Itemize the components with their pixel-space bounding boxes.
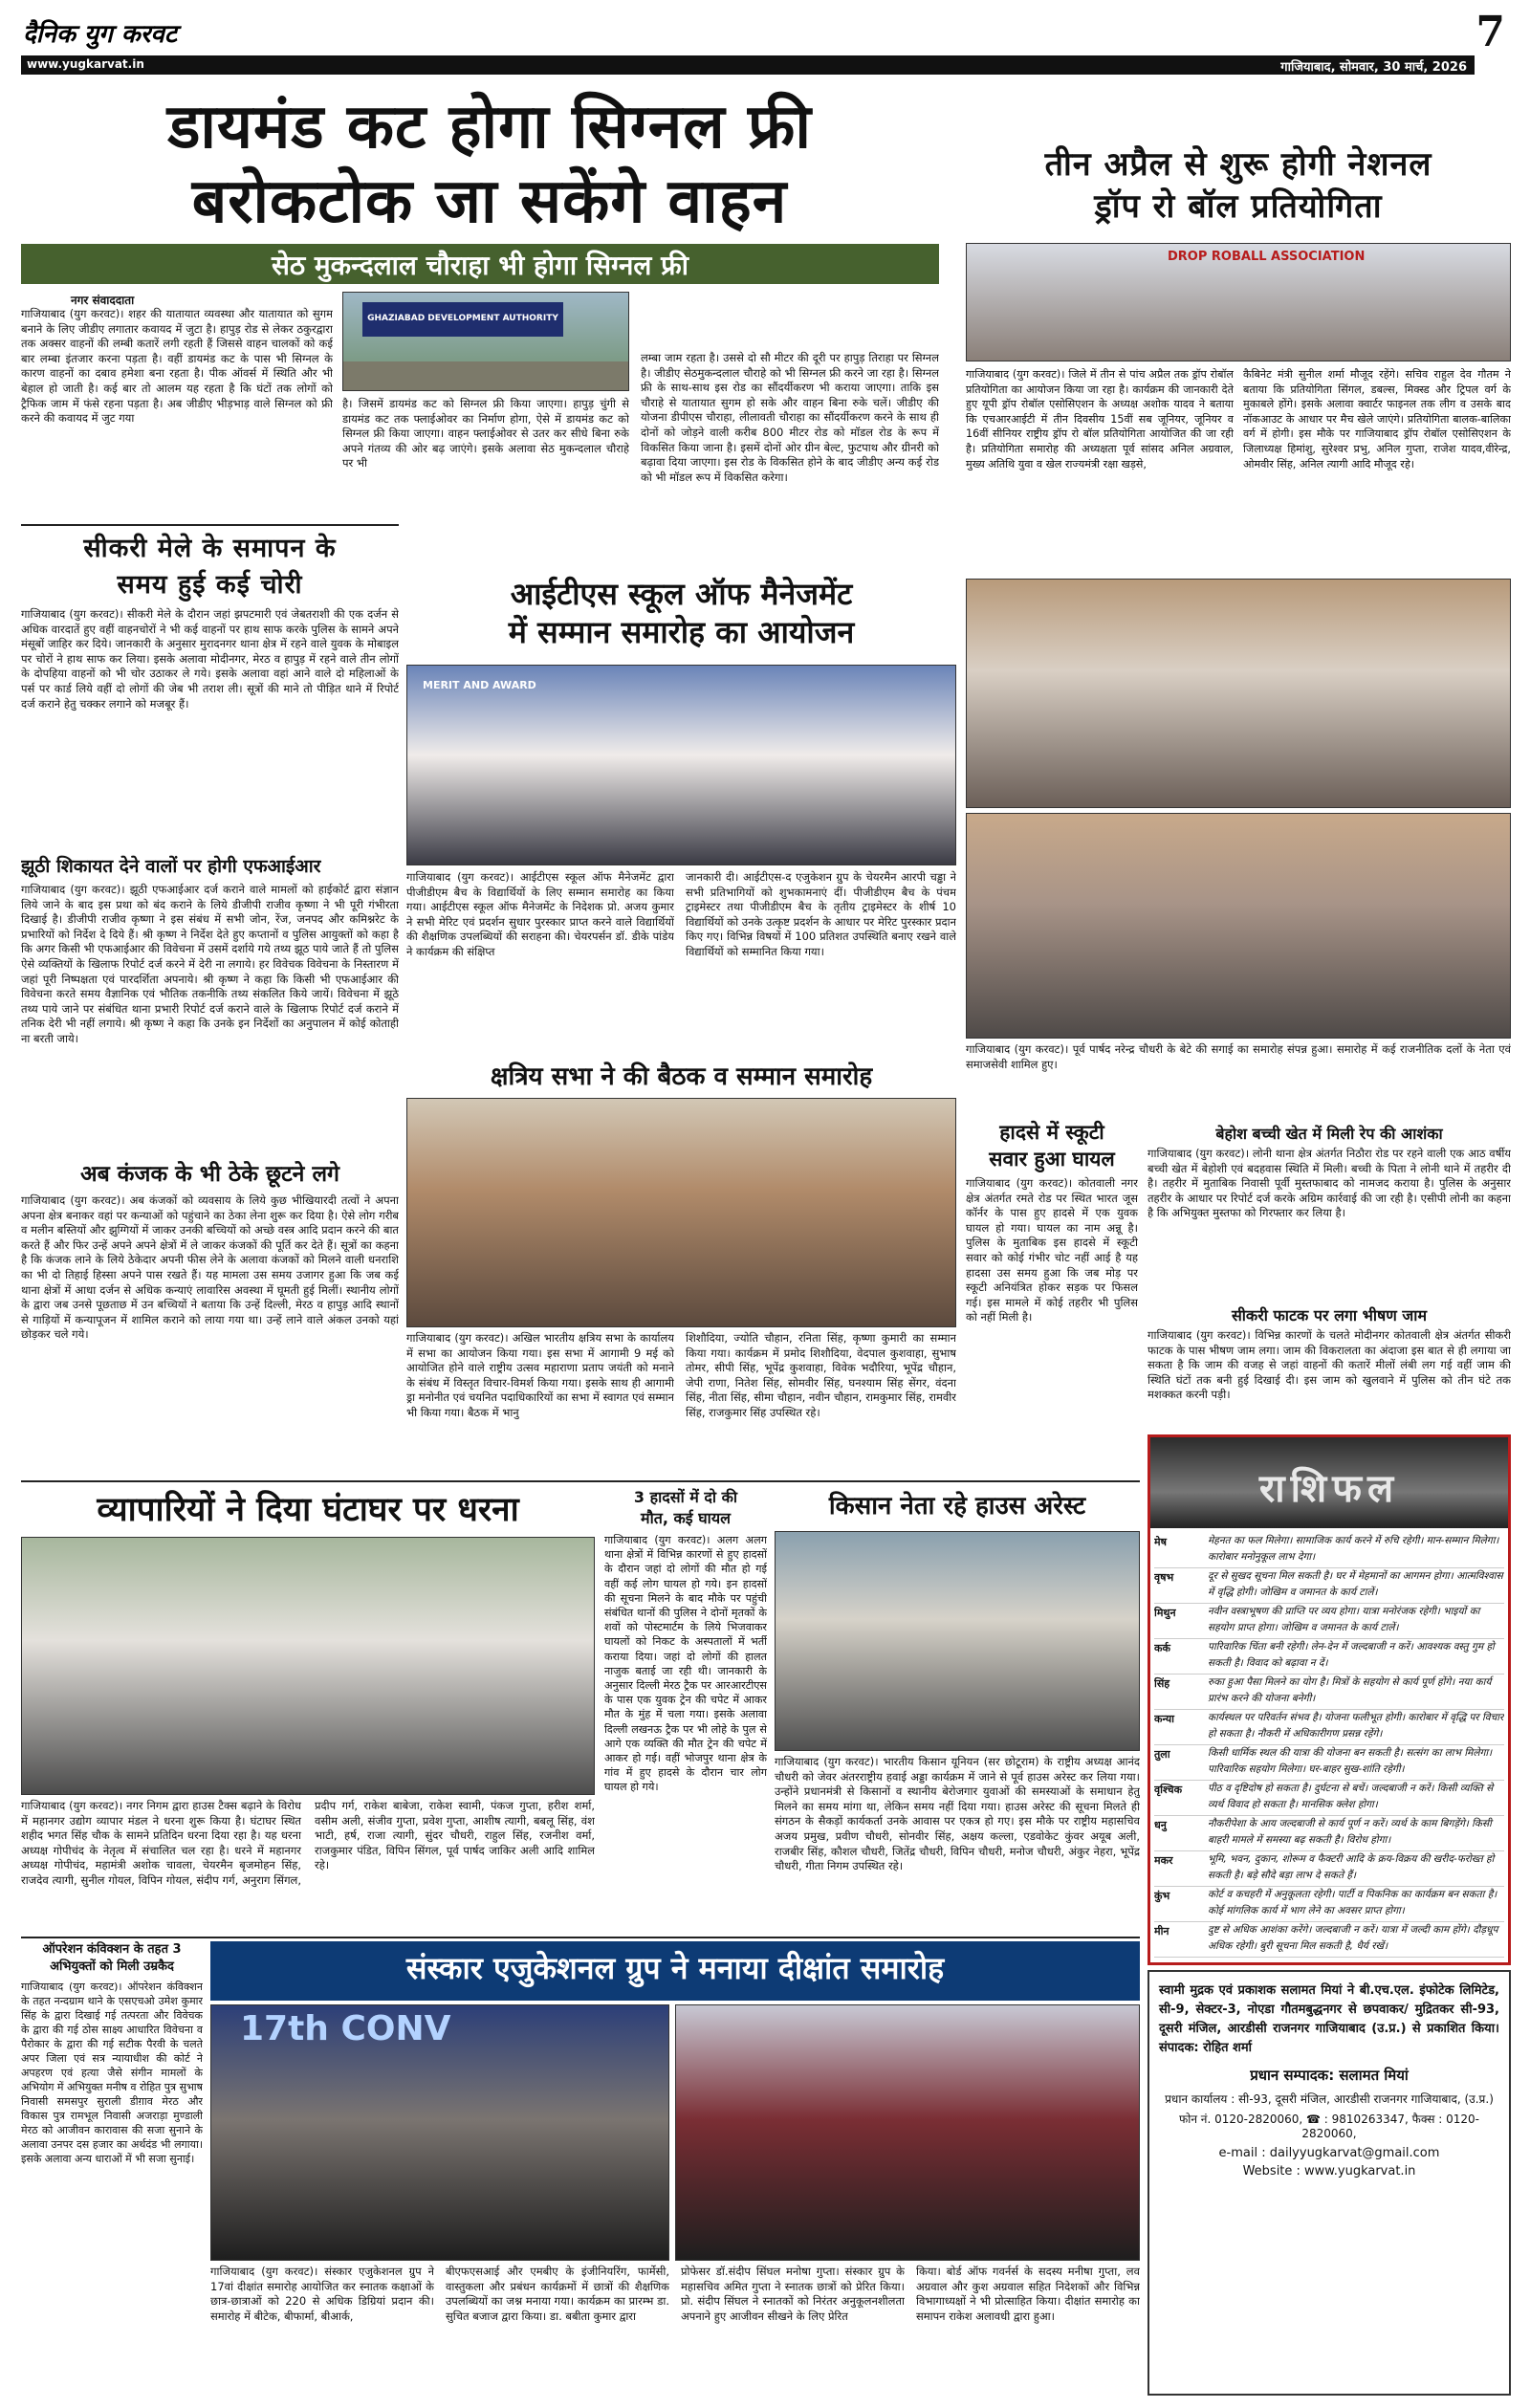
- vyapari-caption: गाजियाबाद (युग करवट)। नगर निगम द्वारा हाउस टैक्स बढ़ाने के विरोध में महानगर उद्योग व्यापार मंडल ने धरना शुरू किया है। घंटाघर स्थित शहीद भगत सिंह चौक के सामने प्रतिदिन धरना दिया रहा है। यह धरना अध्यक्ष गोपीचंद के नेतृत्व में संचालित चल रहा है। धरने में महानगर अध्यक्ष गोपीचंद, महामंत्री अशोक चावला, चेयरमैन बृजमोहन सिंह, राजदेव त्यागी, सुनील गोयल, विपिन गोयल, संदीप गर्ग, अनुराग सिंगल, प्रदीप गर्ग, राकेश बाबेजा, राकेश स्वामी, पंकज गुप्ता, हरीश शर्मा, वसीम अली, संजीव गुप्ता, प्रवेश गुप्ता, आशीष त्यागी, बबलू सिंह, वंश भाटी, हर्ष, राजा त्यागी, सुंदर चौधरी, राहुल सिंह, रजनीश वर्मा, राजकुमार पंडित, विपिन सिंगल, पूर्व पार्षद जाकिर अली आदि शामिल रहे।: [21, 1799, 595, 1887]
- sikari-headline-2: समय हुई कई चोरी: [117, 570, 303, 600]
- vyapari-headline: व्यापारियों ने दिया घंटाघर पर धरना: [97, 1491, 519, 1529]
- behosh-body: गाजियाबाद (युग करवट)। लोनी थाना क्षेत्र अंतर्गत निठौरा रोड पर रहने वाली एक आठ वर्षीय बच्ची खेत में बेहोशी एवं बदहवास स्थिति में मिली। बच्ची के पिता ने लोनी थाने में तहरीर दी है। तहरीर में मुताबिक निवासी पूर्वी मुस्तफाबाद को नामजद कराया है। पुलिस के अनुसार तहरीर के आधार पर रिपोर्ट दर्ज करके अग्रिम कार्रवाई की जा रही है। एसीपी लोनी का कहना है कि अभियुक्त मुस्तफा को गिरफ्तार कर लिया है।: [1148, 1147, 1511, 1220]
- rashi-sign: तुला: [1154, 1748, 1170, 1761]
- rule: [21, 1937, 1140, 1938]
- sanskar-col-3: प्रोफेसर डॉ.संदीप सिंघल मनोषा गुप्ता। संस्कार ग्रुप के महासचिव अमित गुप्ता ने स्नातक छात्रों को प्रेरित किया। प्रो. संदीप सिंघल ने स्नातकों को निरंतर अनुकूलनशीलता अपनाने हुए आजीवन सीखने के लिए प्रेरित: [681, 2265, 905, 2323]
- kshatriya-photo: [406, 1098, 956, 1327]
- behosh-story: [1148, 1124, 1511, 1301]
- rashi-row: [1154, 1816, 1504, 1851]
- rashi-text: रुका हुआ पैसा मिलने का योग है। मित्रों के सहयोग से कार्य पूर्ण होंगे। नया कार्य प्रारंभ करने की योजना बनेगी।: [1208, 1676, 1492, 1704]
- teen-headline-2: मौत, कई घायल: [641, 1509, 731, 1527]
- sanskar-banner: 17th CONV: [240, 2009, 451, 2048]
- sanskar-photo-1: [210, 2004, 669, 2261]
- rashi-text: भूमि, भवन, दुकान, शोरूम व फैक्टरी आदि के क्रय-विक्रय की खरीद-फरोख्त हो सकती है। बड़े सौदे बड़ा लाभ दे सकते हैं।: [1208, 1853, 1495, 1881]
- jhoothi-headline: झूठी शिकायत देने वालों पर होगी एफआईआर: [21, 856, 321, 877]
- kshatriya-col-1: गाजियाबाद (युग करवट)। अखिल भारतीय क्षत्रिय सभा के कार्यालय में सभा का आयोजन किया गया। इस सभा में आगामी 9 मई को आयोजित होने वाले राष्ट्रीय उत्सव महाराणा प्रताप जयंती को मनाने के संबंध में विस्तृत विचार-विमर्श किया गया। इसके साथ ही आगामी ड्रा मनोनीत एवं चयनित पदाधिकारियों का सभा में स्वागत एवं सम्मान भी किया गया। बैठक में भानु: [406, 1331, 674, 1419]
- rashi-row: [1154, 1710, 1504, 1745]
- teen-body: गाजियाबाद (युग करवट)। अलग अलग थाना क्षेत्रों में विभिन्न कारणों से हुए हादसों के दौरान जहां दो लोगों की मौत हो गई वहीं कई लोग घायल हो गये। इन हादसों की सूचना मिलने के बाद मौके पर पहुंची संबंधित थानों की पुलिस ने दोनों मृतकों के शवों को पोस्टमार्टम के लिये भिजवाकर घायलों को निकट के अस्पतालों में भर्ती कराया दिया। जहां दो लोगों की हालत नाजुक बताई जा रही थी। जानकारी के अनुसार दिल्ली मेरठ ट्रैक पर आरआरटीएस के पास एक युवक ट्रेन की चपेट में आकर मौत के मुंह में चला गया। इसके अलावा दिल्ली लखनऊ ट्रैक पर भी लोहे के पुल से आगे एक व्यक्ति की मौत ट्रेन की चपेट में आकर हो गई। वहीं भोजपुर थाना क्षेत्र के गांव में हुए हादसे के दौरान चार लोग घायल हो गये।: [604, 1534, 767, 1794]
- rashi-text: पीठ व दृष्टिदोष हो सकता है। दुर्घटना से बचें। जल्दबाजी न करें। किसी व्यक्ति से व्यर्थ विवाद हो सकता है। मानसिक क्लेश होगा।: [1208, 1783, 1494, 1810]
- sanskar-headline-bar: [210, 1941, 1140, 2001]
- vyapari-story: [21, 1487, 595, 1937]
- jhoothi-story: [21, 854, 399, 1156]
- sanskar-col-1: गाजियाबाद (युग करवट)। संस्कार एजुकेशनल ग्रुप ने 17वां दीक्षांत समारोह आयोजित कर स्नातक कक्षाओं के छात्र-छात्राओं को 220 से अधिक डिग्रियां प्रदान की। समारोह में बीटेक, बीफार्मा, बीआर्क,: [210, 2265, 434, 2323]
- rashi-sign: धनु: [1154, 1819, 1167, 1831]
- rashi-row: [1154, 1851, 1504, 1887]
- its-photo: [406, 665, 956, 865]
- its-story: [406, 574, 956, 1052]
- operation-story: [21, 1941, 203, 2396]
- imprint-website[interactable]: Website : www.yugkarvat.in: [1242, 2164, 1416, 2178]
- rashifal-title: राशिफल: [1258, 1467, 1400, 1511]
- operation-body: गाजियाबाद (युग करवट)। ऑपरेशन कंविक्शन के तहत नन्दग्राम थाने के एसएचओ उमेश कुमार सिंह के द्वारा दिखाई गई तत्परता और विवेचक के द्वारा की गई ठोस साक्ष्य आधारित विवेचना व पैरोकार के द्वारा की गई सटीक पैरवी के चलते अपर जिला एवं सत्र न्यायाधीश की कोर्ट ने अपहरण एवं हत्या जैसे संगीन मामलों के अभियोग में अभियुक्त मनीष व रोहित पुत्र सुभाष निवासी समसपुर सुराली डीग़ाव मेरठ और विकास पुत्र रामभूल निवासी अजराड़ा मुण्डाली मेरठ को आजीवन कारावास की सजा सुनाने के अलावा उनपर दस हजार का अर्थदंड भी लगाया। इसके अलावा अन्य धाराओं में भी सजा सुनाई।: [21, 1981, 203, 2165]
- kisan-caption: गाजियाबाद (युग करवट)। भारतीय किसान यूनियन (सर छोटूराम) के राष्ट्रीय अध्यक्ष आनंद चौधरी को जेवर अंतरराष्ट्रीय हवाई अड्डा कार्यक्रम में जाने से पूर्व हाउस अरेस्ट कर लिया गया। उन्होंने प्रधानमंत्री से किसानों व स्थानीय बेरोजगार युवाओं की समस्याओं के समाधान हेतु मिलने का समय मांगा था, लेकिन समय नहीं दिया गया। हाउस अरेस्ट की सूचना मिलते ही संगठन के सैकड़ों कार्यकर्ता उनके आवास पर एकत्र हो गए। इस मौके पर राष्ट्रीय महासचिव अजय प्रमुख, प्रवीण चौधरी, सोनवीर सिंह, अक्षय कल्ला, एडवोकेट कुंवर अयूब अली, राजबीर सिंह, कौशल चौधरी, जितेंद्र चौधरी, विपिन चौधरी, मनोज चौधरी, अंकुर नेहरा, भूपेंद्र चौधरी, गीता निगम उपस्थित रहे।: [775, 1755, 1140, 1873]
- its-col-2: जानकारी दी। आईटीएस-द एजुकेशन ग्रुप के चेयरमैन आरपी चड्ढा ने सभी प्रतिभागियों को शुभकामनाएं दीं। पीजीडीएम बैच के पंचम ट्राइमेस्टर तथा पीजीडीएम बैच के तृतीय ट्राइमेस्टर के शीर्ष 10 विद्यार्थियों को उनके उत्कृष्ट प्रदर्शन के आधार पर मेरिट पुरस्कार प्रदान किए गए। विभिन्न विषयों में 100 प्रतिशत उपस्थिति बनाए रखने वाले विद्यार्थियों को सम्मानित किया गया।: [686, 870, 956, 958]
- dateline: गाजियाबाद, सोमवार, 30 मार्च, 2026: [1280, 60, 1467, 75]
- sikri-phatak-headline: सीकरी फाटक पर लगा भीषण जाम: [1231, 1306, 1428, 1324]
- rashifal-box: [1148, 1434, 1511, 1965]
- imprint-publisher: स्वामी मुद्रक एवं प्रकाशक सलामत मियां ने बी.एच.एल. इंफोटेक लिमिटेड, सी-9, सेक्टर-3, नोएडा गौतमबुद्धनगर से छपवाकर/ मुद्रितकर सी-93, दूसरी मंजिल, आरडीसी राजनगर गाजियाबाद (उ.प्र.) से प्रकाशित किया। संपादक: रोहित शर्मा: [1159, 1983, 1499, 2055]
- lead-col-3: लम्बा जाम रहता है। उससे दो सौ मीटर की दूरी पर हापुड़ तिराहा पर सिग्नल है। जीडीए सेठमुकन्दलाल चौराहे को भी सिग्नल फ्री करने जा रहा है। सिग्नल फ्री के साथ-साथ इस रोड का सौंदर्यीकरण भी कराया जाएगा। ताकि इस चौराहे से यातायात सुगम हो सके और वाहन बिना रुके चलें। जीडीए की योजना डीपीएस चौराहा, लीलावती चौराहा का सौंदर्यीकरण करने के साथ ही दोनों को जोड़ने वाली करीब 800 मीटर रोड को मॉडल रोड के रूप में विकसित किया जाना है। इसमें दोनों ओर ग्रीन बेल्ट, फुटपाथ और ग्रीनरी को बढ़ावा दिया जाएगा। इस रोड के विकसित होने के बाद जीडीए अन्य कई रोड को भी मॉडल रूप में विकसित करेगा।: [641, 351, 939, 484]
- kshatriya-headline: क्षत्रिय सभा ने की बैठक व सम्मान समारोह: [490, 1062, 873, 1091]
- rashi-sign: सिंह: [1154, 1677, 1170, 1690]
- imprint-editor: प्रधान सम्पादक: सलामत मियां: [1250, 2067, 1409, 2084]
- rashi-row: [1154, 1922, 1504, 1958]
- lead-col-1: गाजियाबाद (युग करवट)। शहर की यातायात व्यवस्था और यातायात को सुगम बनाने के लिए जीडीए लगातार कवायद में जुटा है। हापुड़ रोड से लेकर ठकुरद्वारा तक अक्सर वाहनों की लम्बी कतारें लगी रहती हैं जिससे वाहन चालकों को कई बार लम्बा इंतजार करना पड़ता है। वहीं डायमंड कट के पास भी सिग्नल के कारण वाहनों का दबाव हमेशा बना रहता है। पीक ऑवर्स में स्थिति और भी बेहाल हो जाती है। कई बार तो आलम यह रहता है कि घंटों तक लोगों को ट्रैफिक जाम में फंसे रहना पड़ता है। अब जीडीए भीड़भाड़ वाले सिग्नल को फ्री करने की कवायद में जुट गया: [21, 307, 333, 426]
- imprint-office: प्रधान कार्यालय : सी-93, दूसरी मंजिल, आरडीसी राजनगर गाजियाबाद, (उ.प्र.): [1165, 2092, 1494, 2106]
- lead-story: [21, 91, 958, 598]
- rashi-sign: वृश्चिक: [1154, 1784, 1183, 1796]
- sikari-body: गाजियाबाद (युग करवट)। सीकरी मेले के दौरान जहां झपटमारी एवं जेबतराशी की एक दर्जन से अधिक वारदातें हुए वहीं वाहनचोरों ने भी कई वाहनों पर हाथ साफ करके पुलिस के सामने अपने मंसूबों जाहिर कर दिये। जानकारी के अनुसार मुरादनगर थाना क्षेत्र में रहने वाले युवक के मोबाइल पर चोरों ने हाथ साफ कर लिया। इसके अलावा मोदीनगर, मेरठ व हापुड़ में रहने वाले तीन लोगों के दोपहिया वाहनों को भी चोर उठाकर ले गये। इसके अलावा वहां आने वाले दो महिलाओं के पर्स पर कार्ड लिये वहीं दो लोगों की जेब भी तराश ली। सूत्रों की माने तो पीड़ित थाने में रिपोर्ट दर्ज कराने हेतु चक्कर लगाने को मजबूर हैं।: [21, 607, 399, 711]
- teen-headline-1: 3 हादसों में दो की: [633, 1488, 738, 1506]
- lead-headline-2: बरोकटोक जा सकेंगे वाहन: [191, 166, 788, 237]
- drop-photo-2: [966, 579, 1511, 808]
- its-col-1: गाजियाबाद (युग करवट)। आईटीएस स्कूल ऑफ मैनेजमेंट द्वारा पीजीडीएम बैच के विद्यार्थियों के लिए सम्मान समारोह का किया गया। आईटीएस स्कूल ऑफ मैनेजमेंट के निदेशक प्रो. अजय कुमार ने सभी मेरिट एवं प्रदर्शन सुधार पुरस्कार प्राप्त करने वाले विद्यार्थियों की शैक्षणिक उपलब्धियों की सराहना की। चेयरपर्सन डॉ. डीके पांडेय ने कार्यक्रम की संक्षिप्त: [406, 870, 674, 958]
- vyapari-photo: [21, 1537, 595, 1795]
- drop-headline-2: ड्रॉप रो बॉल प्रतियोगिता: [1094, 187, 1383, 226]
- rashi-text: नवीन वस्त्राभूषण की प्राप्ति पर व्यय होगा। यात्रा मनोरंजक रहेगी। भाइयों का सहयोग प्राप्त होगा। जोखिम व जमानत के कार्य टालें।: [1208, 1606, 1480, 1633]
- sanskar-col-2: बीएफएसआई और एमबीए के इंजीनियरिंग, फार्मेसी, वास्तुकला और प्रबंधन कार्यक्रमों में छात्रों की शैक्षणिक उपलब्धियों का जश्न मनाया गया। कार्यक्रम का प्रारम्भ डा. सुचित बजाज द्वारा किया। डा. बबीता कुमार द्वारा: [446, 2265, 669, 2323]
- drop-roball-story: [966, 143, 1511, 1090]
- rashi-text: कोर्ट व कचहरी में अनुकूलता रहेगी। पार्टी व पिकनिक का कार्यक्रम बन सकता है। कोई मांगलिक कार्य में भाग लेने का अवसर प्राप्त होगा।: [1208, 1889, 1497, 1916]
- kshatriya-col-2: शिशौदिया, ज्योति चौहान, रनिता सिंह, कृष्णा कुमारी का सम्मान किया गया। कार्यक्रम में प्रमोद शिशौदिया, वेदपाल कुशवाहा, सुभाष तोमर, सीपी सिंह, भूपेंद्र कुशवाहा, विवेक भदौरिया, भूपेंद्र चौहान, जेपी राणा, नितेश सिंह, सोमवीर सिंह, घनश्याम सिंह सेंगर, वंदना सिंह, नीता सिंह, सीमा चौहान, नवीन चौहान, रामकुमार सिंह, रामवीर सिंह, राजकुमार सिंह उपस्थित रहे।: [686, 1331, 956, 1419]
- rashi-sign: कर्क: [1154, 1642, 1170, 1654]
- rashi-sign: मीन: [1154, 1925, 1169, 1937]
- drop-headline-1: तीन अप्रैल से शुरू होगी नेशनल: [1044, 145, 1432, 184]
- drop-photo-3: [966, 813, 1511, 1039]
- kisan-story: [775, 1487, 1140, 1937]
- sikari-headline-1: सीकरी मेले के समापन के: [83, 534, 337, 563]
- rashi-sign: मिथुन: [1154, 1607, 1176, 1619]
- rashi-row: [1154, 1745, 1504, 1781]
- imprint-phone: फोन नं. 0120-2820060, ☎ : 9810263347, फैक्स : 0120-2820060,: [1178, 2112, 1480, 2140]
- jhoothi-body: गाजियाबाद (युग करवट)। झूठी एफआईआर दर्ज कराने वाले मामलों को हाईकोर्ट द्वारा संज्ञान लिये जाने के बाद इस प्रथा को बंद कराने के लिये डीजीपी राजीव कृष्णा ने भी पूरी गंभीरता दिखाई है। डीजीपी राजीव कृष्णा ने इस संबंध में सभी जोन, रेंज, जनपद और कमिश्नरेट के प्रभारियों को निर्देश दे दिये हैं। श्री कृष्ण ने निर्देश देते हुए कप्तानों व पुलिस आयुक्तों को कहा है कि अगर किसी भी एफआईआर की विवेचना में उसमें दर्शाये गये तथ्य झूठ पाये जाते हैं तो पुलिस ऐसे व्यक्तियों के खिलाफ रिपोर्ट दर्ज करने में देरी ना लगाये। हर विवेचक विवेचना के निस्तारण में जहां पूरी निष्पक्षता एवं पारदर्शिता अपनाये। श्री कृष्ण ने कहा कि किसी भी एफआईआर की विवेचना करते समय वैज्ञानिक एवं भौतिक तकनीकि तथ्य संकलित किये जायें। विवेचना में झूठे तथ्य पाये जाने पर संबंधित थाना प्रभारी रिपोर्ट दर्ज कराने वाले के खिलाफ रिपोर्ट दर्ज कराने में तनिक देरी भी नहीं लगाये। श्री कृष्ण ने कहा कि उनके इन निर्देशों का अनुपालन में कोई कोताही ना बरती जाये।: [21, 883, 399, 1045]
- rashi-text: कार्यस्थल पर परिवर्तन संभव है। योजना फलीभूत होगी। कारोबार में वृद्धि पर विचार हो सकता है। नौकरी में अधिकारीगण प्रसन्न रहेंगे।: [1208, 1712, 1504, 1740]
- kanjak-body: गाजियाबाद (युग करवट)। अब कंजकों को व्यवसाय के लिये कुछ भीखियारदी तत्वों ने अपना अपना क्षेत्र बनाकर वहां पर कन्याओं को पहुंचाने का ठेका लेना शुरू कर दिया है। ऐसे लोग गरीब व मलीन बस्तियों और झुग्गियों में जाकर उनकी बच्चियों को अच्छे वस्त्र आदि प्रदान करने की बात करते हैं और फिर उन्हें अपने अपने क्षेत्रों में ले जाकर कंजकों की पूर्ति कर देते हैं। सूत्रों का कहना है कि कंजक लाने के लिये ठेकेदार अपनी फीस लेने के अलावा कंजकों को मिलने वाली धनराशि का भी दो तिहाई हिस्सा अपने पास रखते हैं। यह मामला उस समय उजागर हुआ कि जब कई थाना क्षेत्रों में आधा दर्जन से अधिक कन्याएं लावारिस अवस्था में घूमती हुई मिलीं। स्थानीय लोगों के द्वारा जब उनसे पूछताछ में उन बच्चियों ने बताया कि उन्हें दिल्ली, मेरठ व हापुड़ आदि स्थानों से गाड़ियों में कन्यापूजन में शामिल कराने को लाया गया था। उन्हें लाने वाले अंकल उनको यहां छोड़कर चले गये।: [21, 1193, 399, 1342]
- rashi-row: [1154, 1887, 1504, 1922]
- rashi-row: [1154, 1781, 1504, 1816]
- sanskar-photo-2: [675, 2004, 1140, 2261]
- rashi-row: [1154, 1533, 1504, 1568]
- lead-headline-1: डायमंड कट होगा सिग्नल फ्री: [167, 92, 812, 163]
- rashi-sign: मेष: [1154, 1536, 1167, 1548]
- rashi-text: दुष्ट से अधिक आशंका करेंगे। जल्दबाजी न करें। यात्रा में जल्दी काम होंगे। दौड़धूप अधिक रहेगी। बुरी सूचना मिल सकती है, धैर्य रखें।: [1208, 1924, 1498, 1952]
- rashi-text: मेहनत का फल मिलेगा। सामाजिक कार्य करने में रुचि रहेगी। मान-सम्मान मिलेगा। कारोबार मनोनुकूल लाभ देगा।: [1208, 1535, 1499, 1563]
- kshatriya-story: [406, 1060, 956, 1480]
- teen-haadse-story: [604, 1487, 767, 1937]
- its-headline-1: आईटीएस स्कूल ऑफ मैनेजमेंट: [510, 576, 853, 612]
- behosh-headline: बेहोश बच्ची खेत में मिली रेप की आशंका: [1215, 1125, 1443, 1143]
- imprint-box: [1148, 1970, 1511, 2396]
- its-banner: MERIT AND AWARD: [423, 679, 536, 691]
- imprint-email[interactable]: e-mail : dailyyugkarvat@gmail.com: [1218, 2146, 1440, 2160]
- rashifal-header: [1150, 1437, 1508, 1528]
- lead-byline: नगर संवाददाता: [71, 294, 135, 307]
- lead-subhead: सेठ मुकन्दलाल चौराहा भी होगा सिग्नल फ्री: [21, 244, 939, 284]
- drop-banner: DROP ROBALL ASSOCIATION: [1168, 250, 1366, 264]
- lead-photo: [342, 292, 629, 391]
- rashi-row: [1154, 1604, 1504, 1639]
- rashi-text: पारिवारिक चिंता बनी रहेगी। लेन-देन में जल्दबाजी न करें। आवश्यक वस्तु गुम हो सकती है। विवाद को बढ़ावा न दें।: [1208, 1641, 1495, 1669]
- lead-photo-caption: है। जिसमें डायमंड कट को सिग्नल फ्री किया जाएगा। हापुड़ चुंगी से डायमंड कट तक फ्लाईओवर का निर्माण होगा, ऐसे में डायमंड कट को सिग्नल फ्री किया जाएगा। वाहन फ्लाईओवर से उतर कर सीधे बिना रुके अपने गंतव्य की ओर बढ़ जाएंगे। इसके अलावा सेठ मुकन्दलाल चौराहे पर भी: [342, 397, 629, 471]
- masthead-bar: [21, 55, 1475, 75]
- rashi-text: नौकरीपेशा के आय जल्दबाजी से कार्य पूर्ण न करें। व्यर्थ के काम बिगड़ेंगे। किसी बाहरी मामले में समस्या बढ़ सकती है। विरोध होगा।: [1208, 1818, 1492, 1846]
- sikri-phatak-body: गाजियाबाद (युग करवट)। विभिन्न कारणों के चलते मोदीनगर कोतवाली क्षेत्र अंतर्गत सीकरी फाटक के पास भीषण जाम लगा। जाम की विकरालता का अंदाजा इस बात से ही लगाया जा सकता है कि जाम की वजह से जहां वाहनों की कतारें मीलों लंबी लग गई वहीं जाम की स्थिति घंटों तक बनी हुई दिखाई दी। इस जाम को खुलवाने में पुलिस को तीन घंटे तक मशक्कत करनी पड़ी।: [1148, 1328, 1511, 1402]
- kisan-headline: किसान नेता रहे हाउस अरेस्ट: [828, 1492, 1086, 1521]
- rashi-row: [1154, 1568, 1504, 1604]
- sikari-story: [21, 531, 399, 846]
- scooty-story: [966, 1119, 1138, 1482]
- sanskar-col-4: किया। बोर्ड ऑफ गवर्नर्स के सदस्य मनीषा गुप्ता, लव अग्रवाल और कुश अग्रवाल सहित निदेशकों और विभिन्न विभागाध्यक्षों ने भी प्रोत्साहित किया। दीक्षांत समारोह का समापन राकेश अलावधी द्वारा हुआ।: [916, 2265, 1140, 2323]
- drop-col-1: गाजियाबाद (युग करवट)। जिले में तीन से पांच अप्रैल तक ड्रॉप रोबॉल प्रतियोगिता का आयोजन किया जा रहा है। कार्यक्रम की जानकारी देते हुए यूपी ड्रॉप रोबॉल एसोसिएशन के अध्यक्ष अशोक यादव ने बताया कि एचआरआईटी में तीन दिवसीय 15वीं सब जूनियर, जूनियर व 16वीं सीनियर राष्ट्रीय ड्रॉप रो बॉल प्रतियोगिता आयोजित की जा रही है। प्रतियोगिता समारोह की अध्यक्षता पूर्व सांसद अनिल अग्रवाल, मुख्य अतिथि युवा व खेल राज्यमंत्री रक्षा खड़से,: [966, 368, 1234, 471]
- kanjak-headline: अब कंजक के भी ठेके छूटने लगे: [80, 1162, 339, 1187]
- drop-col-2: कैबिनेट मंत्री सुनील शर्मा मौजूद रहेंगे। सचिव राहुल देव गौतम ने बताया कि प्रतियोगिता सिंगल, डबल्स, मिक्स्ड और ट्रिपल वर्ग के मुकाबले होंगे। इसके अलावा क्वार्टर फाइनल तक लीग व उसके बाद नॉकआउट के आधार पर मैच खेले जाएंगे। प्रतियोगिता बालक-बालिका वर्ग में होगी। इस मौके पर गाजियाबाद ड्रॉप रोबॉल एसोसिएशन के जिलाध्यक्ष हिमांशु, सुरेश्वर प्रभु, अनिल गुप्ता, राजेश यादव,वीरेन्द्र, ओमवीर सिंह, अनिल त्यागी आदि मौजूद रहे।: [1243, 368, 1511, 471]
- rashi-sign: मकर: [1154, 1854, 1173, 1867]
- drop-photo-1: [966, 243, 1511, 361]
- rashi-row: [1154, 1639, 1504, 1675]
- sanskar-story: [210, 1941, 1140, 2396]
- rule: [21, 1480, 1140, 1482]
- masthead: [21, 11, 1509, 86]
- scooty-headline-2: सवार हुआ घायल: [989, 1148, 1115, 1171]
- kisan-photo: [775, 1531, 1140, 1751]
- rashi-sign: कुंभ: [1154, 1890, 1170, 1902]
- rashi-sign: वृषभ: [1154, 1571, 1174, 1584]
- rule: [21, 524, 399, 526]
- newspaper-name: दैनिक युग करवट: [23, 20, 177, 49]
- rashi-text: किसी धार्मिक स्थल की यात्रा की योजना बन सकती है। सत्संग का लाभ मिलेगा। पारिवारिक सहयोग मिलेगा। घर-बाहर सुख-शांति रहेगी।: [1208, 1747, 1493, 1775]
- scooty-headline-1: हादसे में स्कूटी: [999, 1121, 1104, 1144]
- its-headline-2: में सम्मान समारोह का आयोजन: [508, 614, 855, 650]
- operation-headline-1: ऑपरेशन कंविक्शन के तहत 3: [42, 1942, 182, 1957]
- drop-bottom-caption: गाजियाबाद (युग करवट)। पूर्व पार्षद नरेन्द्र चौधरी के बेटे की सगाई का समारोह संपन्न हुआ। समारोह में कई राजनीतिक दलों के नेता एवं समाजसेवी शामिल हुए।: [966, 1042, 1511, 1071]
- sikri-phatak-story: [1148, 1305, 1511, 1430]
- rashifal-list: [1154, 1533, 1504, 1961]
- rashi-row: [1154, 1675, 1504, 1710]
- operation-headline-2: अभियुक्तों को मिली उम्रकैद: [50, 1959, 174, 1974]
- rashi-sign: कन्या: [1154, 1713, 1174, 1725]
- page-number: 7: [1475, 11, 1505, 56]
- sanskar-headline: संस्कार एजुकेशनल ग्रुप ने मनाया दीक्षांत समारोह: [405, 1950, 945, 1986]
- scooty-body: गाजियाबाद (युग करवट)। कोतवाली नगर क्षेत्र अंतर्गत रमते रोड पर स्थित भारत जूस कॉर्नर के पास हुए हादसे में एक युवक घायल हो गया। घायल का नाम अन्नू है। पुलिस के मुताबिक इस हादसे में स्कूटी सवार को कोई गंभीर चोट नहीं आई है यह हादसा उस समय हुआ कि जब मोड़ पर स्कूटी अनियंत्रित होकर सड़क पर फिसल गई। इस मामले में कोई तहरीर भी पुलिस को नहीं मिली है।: [966, 1176, 1138, 1324]
- site-url[interactable]: www.yugkarvat.in: [27, 57, 144, 71]
- kanjak-story: [21, 1159, 399, 1484]
- gda-sign: GHAZIABAD DEVELOPMENT AUTHORITY: [362, 302, 563, 337]
- rashi-text: दूर से सुखद सूचना मिल सकती है। घर में मेहमानों का आगमन होगा। आत्मविश्वास में वृद्धि होगी। जोखिम व जमानत के कार्य टालें।: [1208, 1570, 1503, 1598]
